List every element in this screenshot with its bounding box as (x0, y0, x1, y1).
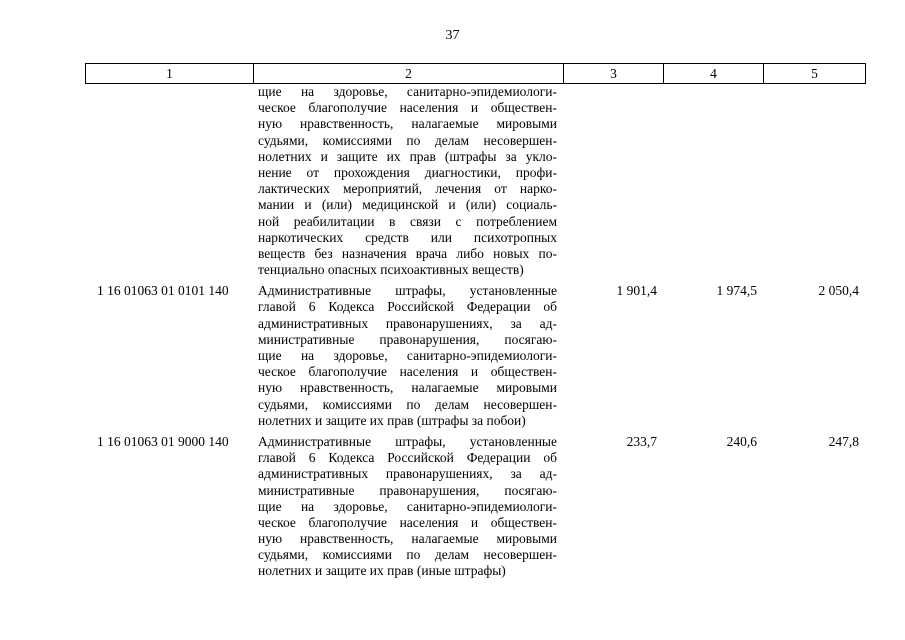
page-number: 37 (445, 28, 460, 43)
header-row (86, 64, 866, 84)
row-value-col-3 (563, 84, 663, 278)
row-code: 1 16 01063 01 9000 140 (97, 433, 229, 449)
table-body (85, 84, 865, 580)
row-description (253, 84, 563, 278)
row-description (253, 283, 563, 429)
row-value-col-3: 1 901,4 (616, 283, 657, 299)
description-line: щие на здоровье, санитарно-эпидемиологи- (258, 84, 557, 99)
table-row (85, 283, 865, 429)
table-row (85, 434, 865, 580)
table-row (85, 84, 865, 278)
description-line: главой 6 Кодекса Российской Федерации об (258, 450, 557, 466)
description-line: мании и (или) медицинской и (или) социаль- (258, 197, 557, 213)
row-description (253, 434, 563, 580)
description-line: судьями, комиссиями по делам несовершен- (258, 547, 557, 563)
description-line: ческое благополучие населения и обществен- (258, 100, 557, 116)
description-line: Административные штрафы, установленные (258, 283, 557, 299)
row-value-col-4 (663, 84, 763, 278)
description-line: ную нравственность, налагаемые мировыми (258, 380, 557, 396)
description-line: нолетних и защите их прав (штрафы за укло- (258, 148, 557, 164)
description-line: наркотических средств или психотропных (258, 229, 557, 245)
row-value-col-5: 2 050,4 (818, 283, 859, 299)
description-line: тенциально опасных психоактивных веществ) (258, 262, 524, 278)
description-line: щие на здоровье, санитарно-эпидемиологи- (258, 498, 557, 514)
description-line: ной реабилитации в связи с потреблением (258, 213, 557, 229)
row-code: 1 16 01063 01 0101 140 (97, 283, 229, 299)
row-code (85, 84, 253, 278)
description-line: щие на здоровье, санитарно-эпидемиологи- (258, 348, 557, 363)
description-line: главой 6 Кодекса Российской Федерации об (258, 299, 557, 315)
description-line: нолетних и защите их прав (иные штрафы) (258, 563, 506, 579)
header-col-4: 4 (664, 64, 764, 84)
column-number-header (85, 63, 866, 84)
row-value-col-4: 1 974,5 (716, 283, 757, 299)
description-line: министративные правонарушения, посягаю- (258, 331, 557, 347)
description-line: судьями, комиссиями по делам несовершен- (258, 132, 557, 148)
description-line: веществ без назначения врача либо новых по- (258, 245, 557, 261)
header-col-3: 3 (564, 64, 664, 84)
description-line: министративные правонарушения, посягаю- (258, 482, 557, 498)
description-line: административных правонарушениях, за ад- (258, 466, 557, 482)
description-line: Административные штрафы, установленные (258, 433, 557, 449)
row-value-col-5: 247,8 (828, 433, 859, 449)
description-line: лактических мероприятий, лечения от нарко- (258, 181, 557, 197)
header-col-1: 1 (86, 64, 254, 84)
description-line: нение от прохождения диагностики, профи- (258, 164, 557, 180)
header-col-5: 5 (764, 64, 866, 84)
description-line: ную нравственность, налагаемые мировыми (258, 116, 557, 132)
row-value-col-5 (763, 84, 865, 278)
description-line: ную нравственность, налагаемые мировыми (258, 531, 557, 547)
description-line: нолетних и защите их прав (штрафы за побои) (258, 412, 526, 428)
row-value-col-3: 233,7 (626, 433, 657, 449)
description-line: ческое благополучие населения и обществен- (258, 364, 557, 380)
description-line: ческое благополучие населения и обществен- (258, 514, 557, 530)
description-line: административных правонарушениях, за ад- (258, 315, 557, 331)
row-value-col-4: 240,6 (726, 433, 757, 449)
header-col-2: 2 (254, 64, 564, 84)
description-line: судьями, комиссиями по делам несовершен- (258, 396, 557, 412)
